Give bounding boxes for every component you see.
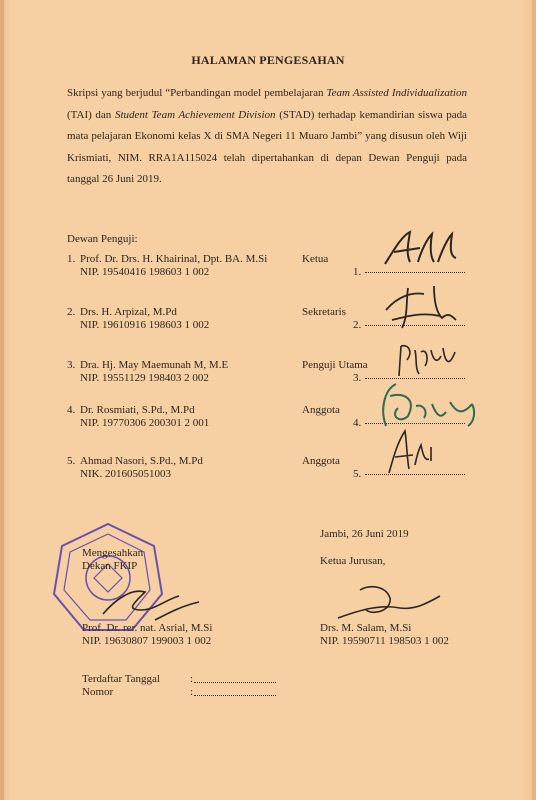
member-name: Dr. Rosmiati, S.Pd., M.Pd [80, 404, 195, 416]
signature-dekan [95, 580, 205, 624]
paragraph-italic-1: Team Assisted Individualization [326, 87, 467, 99]
signature-line-number: 2. [353, 319, 362, 331]
member-number: 5. [67, 455, 76, 467]
registration-date-colon: : [190, 673, 194, 685]
member-nip: NIP. 19551129 198403 2 002 [80, 372, 209, 384]
right-signer-date: Jambi, 26 Juni 2019 [320, 528, 409, 540]
signature-dotted-line [365, 272, 465, 273]
member-3 [67, 359, 228, 385]
member-nip: NIK. 201605051003 [80, 468, 172, 480]
page-left-edge [0, 0, 4, 800]
dewan-penguji-label: Dewan Penguji: [67, 233, 138, 245]
page-right-edge [532, 0, 536, 800]
signature-anggota-5 [383, 425, 443, 477]
member-role: Penguji Utama [302, 359, 368, 371]
paragraph-italic-2: Student Team Achievement Division [114, 108, 276, 121]
member-role: Ketua [302, 253, 329, 265]
left-label-2: Dekan FKIP [82, 560, 138, 572]
member-number: 1. [67, 253, 76, 265]
registration-number-dots [194, 695, 276, 696]
member-name: Drs. H. Arpizal, M.Pd [80, 306, 177, 318]
member-name: Prof. Dr. Drs. H. Khairinal, Dpt. BA. M.Si [80, 253, 268, 265]
member-nip: NIP. 19540416 198603 1 002 [80, 266, 210, 278]
signature-ketua [380, 228, 470, 272]
member-2 [67, 306, 209, 332]
registration-number-colon: : [190, 686, 194, 698]
page-title: HALAMAN PENGESAHAN [191, 53, 345, 67]
paragraph-text-1: Skripsi yang berjudul “Perbandingan model pembelajaran [67, 87, 327, 99]
signature-line-number: 4. [353, 417, 362, 429]
signature-line-number: 3. [353, 372, 362, 384]
signature-anggota-4 [376, 376, 486, 432]
left-label-1: Mengesahkan [82, 547, 144, 559]
paragraph-text-3: (STAD) terhadap kemandirian siswa pada mata pelajaran Ekonomi kelas X di SMA Negeri 11 Muaro Jambi” yang disusun oleh Wiji Krismiati, NIM. RRA1A115024 telah dipertahankan di depan Dewan Penguji pada tanggal 26 Juni 2019. [67, 108, 467, 185]
signature-sekretaris [378, 282, 463, 332]
member-4 [67, 404, 209, 430]
approval-paragraph [67, 83, 467, 191]
left-signer-nip: NIP. 19630807 199003 1 002 [82, 635, 212, 647]
left-signer-name: Prof. Dr. rer. nat. Asrial, M.Si [82, 622, 213, 634]
signature-line-number: 1. [353, 266, 362, 278]
signature-line-number: 5. [353, 468, 362, 480]
registration-date-label: Terdaftar Tanggal [82, 673, 160, 685]
member-number: 2. [67, 306, 76, 318]
member-number: 4. [67, 404, 76, 416]
signature-ketua-jurusan [330, 570, 450, 626]
member-role: Anggota [302, 404, 340, 416]
paragraph-text-2: (TAI) dan [67, 108, 115, 121]
registration-number-label: Nomor [82, 686, 114, 698]
right-signer-label: Ketua Jurusan, [320, 555, 386, 567]
member-5 [67, 455, 203, 481]
member-role: Sekretaris [302, 306, 346, 318]
right-signer-nip: NIP. 19590711 198503 1 002 [320, 635, 449, 647]
member-number: 3. [67, 359, 76, 371]
signature-penguji-utama [393, 340, 463, 380]
member-name: Ahmad Nasori, S.Pd., M.Pd [80, 455, 203, 467]
registration-date-row [82, 673, 194, 685]
member-name: Dra. Hj. May Maemunah M, M.E [80, 359, 229, 371]
member-nip: NIP. 19770306 200301 2 001 [80, 417, 210, 429]
registration-date-dots [194, 682, 276, 683]
member-nip: NIP. 19610916 198603 1 002 [80, 319, 210, 331]
registration-number-row [82, 686, 194, 698]
right-signer-name: Drs. M. Salam, M.Si [320, 622, 412, 634]
member-role: Anggota [302, 455, 340, 467]
member-1 [67, 253, 267, 279]
